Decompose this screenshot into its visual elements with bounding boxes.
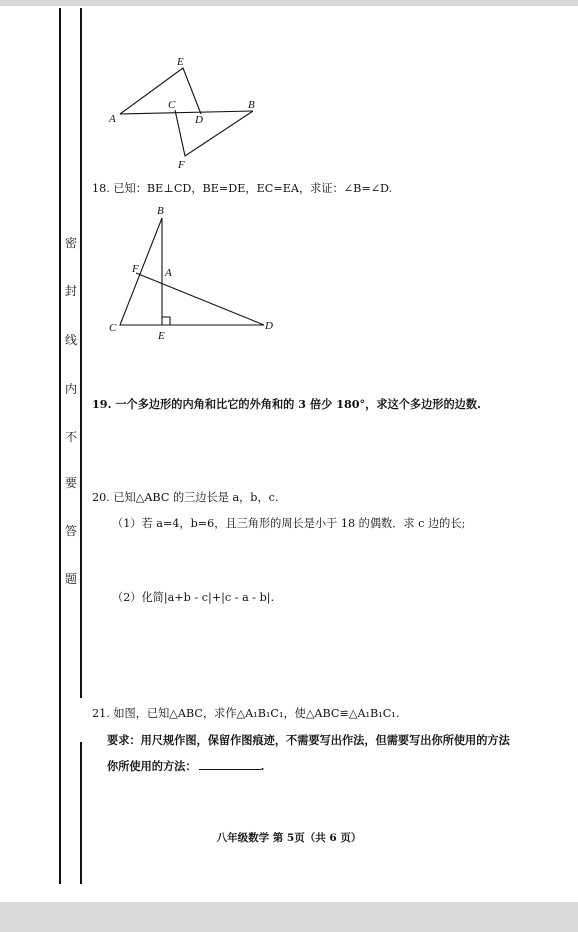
seal-char: 题: [64, 572, 77, 586]
label-c: C: [168, 99, 176, 111]
triangle-ace: [120, 68, 201, 114]
label-e: E: [177, 56, 184, 68]
seal-char: 要: [64, 476, 77, 490]
question-21: 21. 如图，已知△ABC，求作△A₁B₁C₁，使△ABC≌△A₁B₁C₁.: [92, 707, 400, 720]
triangle-bcd: [120, 218, 264, 325]
top-bar: [0, 0, 578, 6]
margin-line-right-lower: [80, 742, 82, 884]
line-ab: [120, 111, 253, 114]
right-angle-mark: [162, 317, 170, 325]
label-d: D: [195, 114, 203, 126]
triangle-cbf: [175, 110, 253, 156]
seal-char: 答: [64, 524, 77, 538]
method-label: 你所使用的方法：: [107, 759, 197, 773]
label-e: E: [158, 330, 165, 342]
answer-blank[interactable]: [199, 759, 261, 770]
label-d: D: [265, 320, 273, 332]
label-b: B: [248, 99, 255, 111]
question-21-requirement: 要求：用尺规作图，保留作图痕迹，不需要写出作法，但需要写出你所使用的方法: [107, 733, 510, 747]
bottom-bar: [0, 902, 578, 932]
label-f: F: [178, 159, 185, 171]
question-18: 18. 已知：BE⊥CD，BE=DE，EC=EA，求证：∠B=∠D.: [92, 182, 393, 195]
figure-18-diagram: [0, 200, 578, 350]
label-f: F: [132, 263, 139, 275]
question-19: 19. 一个多边形的内角和比它的外角和的 3 倍少 180°，求这个多边形的边数.: [92, 397, 481, 411]
seal-char: 密: [64, 236, 77, 250]
label-c: C: [109, 322, 117, 334]
label-a: A: [165, 267, 172, 279]
line-fd: [136, 273, 264, 325]
question-20-part-1: （1）若 a=4，b=6，且三角形的周长是小于 18 的偶数．求 c 边的长;: [112, 517, 466, 530]
method-tail: .: [260, 759, 265, 773]
question-21-method: [107, 759, 264, 773]
label-a: A: [109, 113, 116, 125]
question-20-part-2: （2）化简|a+b - c|+|c - a - b|.: [112, 591, 275, 604]
seal-char: 不: [64, 430, 77, 444]
label-b: B: [157, 205, 164, 217]
page-footer: 八年级数学 第 5页（共 6 页）: [216, 832, 362, 844]
seal-char: 线: [64, 333, 77, 347]
question-20: 20. 已知△ABC 的三边长是 a，b，c.: [92, 491, 279, 504]
seal-char: 内: [64, 382, 77, 396]
seal-char: 封: [64, 284, 77, 298]
